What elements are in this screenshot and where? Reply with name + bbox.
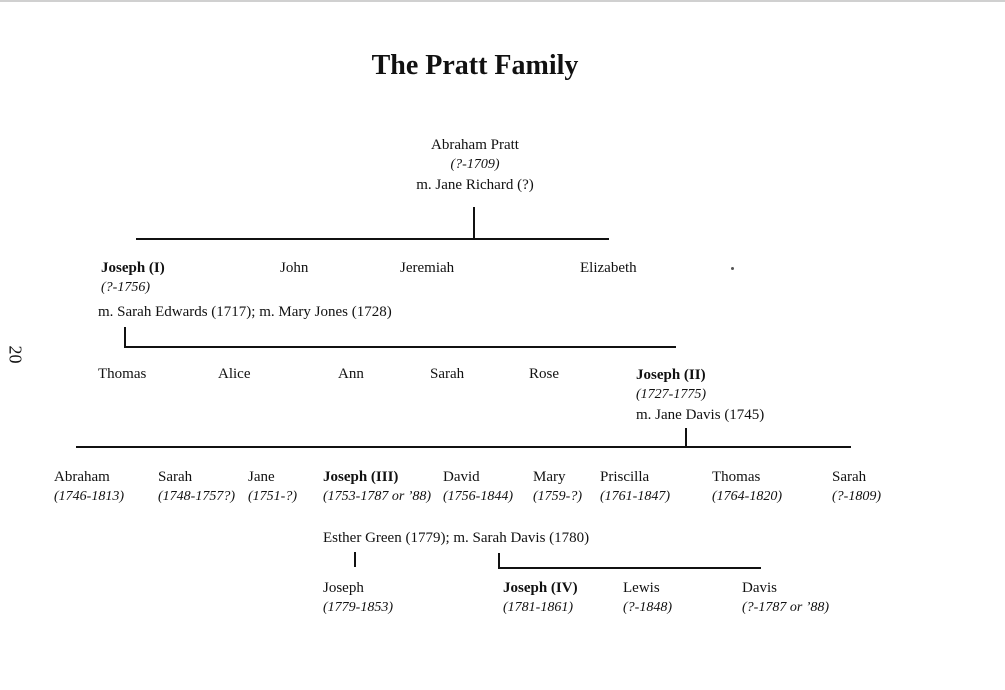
person-dates: (1753-1787 or ’88) <box>323 489 432 504</box>
person-dates: (1759-?) <box>533 489 582 504</box>
person-name: Joseph (II) <box>636 367 706 383</box>
node-gen5-davis <box>742 578 829 618</box>
person-name: Abraham <box>54 469 110 485</box>
node-gen2-jeremiah <box>400 258 454 278</box>
node-gen3-ann <box>338 364 364 384</box>
gen4-drop-line <box>685 428 687 448</box>
node-gen3-alice <box>218 364 250 384</box>
gen2-spouse-line: m. Sarah Edwards (1717); m. Mary Jones (1728) <box>98 304 392 320</box>
person-dates: (1761-1847) <box>600 489 670 504</box>
person-name: Joseph (IV) <box>503 580 578 596</box>
person-name: Mary <box>533 469 566 485</box>
person-dates: (1746-1813) <box>54 489 124 504</box>
node-gen2-elizabeth <box>580 258 637 278</box>
gen4-spouse-line: Esther Green (1779); m. Sarah Davis (1780) <box>323 530 590 546</box>
node-gen4-joseph-iii <box>323 467 431 507</box>
root-drop-line <box>473 207 475 240</box>
person-name: Ann <box>338 366 364 382</box>
person-dates: (?-1848) <box>623 600 672 615</box>
node-gen4-thomas <box>712 467 782 507</box>
person-name: Sarah <box>832 469 867 485</box>
page-number: 20 <box>5 345 26 364</box>
node-gen3-thomas <box>98 364 146 384</box>
person-name: Elizabeth <box>580 260 637 276</box>
node-gen4-sarah <box>158 467 235 507</box>
node-gen3-joseph-ii <box>636 365 764 425</box>
person-name: David <box>443 469 480 485</box>
person-dates: (1756-1844) <box>443 489 513 504</box>
person-name: Thomas <box>712 469 761 485</box>
person-name: Jeremiah <box>400 260 455 276</box>
person-dates: (1764-1820) <box>712 489 782 504</box>
person-name: Joseph <box>323 580 364 596</box>
node-gen2-john <box>280 258 308 278</box>
person-spouse: m. Jane Davis (1745) <box>636 407 765 423</box>
person-dates: (1751-?) <box>248 489 297 504</box>
gen2-sibling-line <box>136 238 609 240</box>
node-gen4-jane <box>248 467 297 507</box>
person-name: Thomas <box>98 366 147 382</box>
person-name: Abraham Pratt <box>431 137 519 153</box>
person-name: Alice <box>218 366 251 382</box>
gen4-sibling-line <box>76 446 851 448</box>
gen5-sibling-line <box>498 567 761 569</box>
gen3-drop-line <box>124 327 126 348</box>
person-spouse: m. Jane Richard (?) <box>416 177 534 193</box>
node-gen4-david <box>443 467 513 507</box>
node-gen4-mary <box>533 467 582 507</box>
person-dates: (1779-1853) <box>323 600 393 615</box>
person-name: Jane <box>248 469 275 485</box>
person-name: Lewis <box>623 580 660 596</box>
person-dates: (?-1756) <box>101 280 150 295</box>
stray-mark <box>731 267 734 270</box>
node-gen5-lewis <box>623 578 672 618</box>
person-dates: (1727-1775) <box>636 387 706 402</box>
gen5-drop-line-a <box>354 552 356 567</box>
person-dates: (1748-1757?) <box>158 489 235 504</box>
person-name: Sarah <box>430 366 465 382</box>
person-name: Davis <box>742 580 777 596</box>
gen3-sibling-line <box>124 346 676 348</box>
person-name: John <box>280 260 309 276</box>
node-gen5-joseph-iv <box>503 578 578 618</box>
person-name: Joseph (III) <box>323 469 399 485</box>
node-gen4-sarah-2 <box>832 467 881 507</box>
person-dates: (?-1787 or ’88) <box>742 600 830 615</box>
person-name: Priscilla <box>600 469 650 485</box>
node-gen3-rose <box>529 364 559 384</box>
top-border <box>0 0 1005 2</box>
person-name: Sarah <box>158 469 193 485</box>
page-title: The Pratt Family <box>371 50 579 81</box>
node-gen2-joseph-i <box>101 258 165 298</box>
person-dates: (1781-1861) <box>503 600 573 615</box>
node-gen3-sarah <box>430 364 464 384</box>
node-root <box>375 135 575 195</box>
node-gen5-joseph <box>323 578 393 618</box>
person-name: Rose <box>529 366 559 382</box>
person-dates: (?-1709) <box>450 157 500 172</box>
person-name: Joseph (I) <box>101 260 165 276</box>
node-gen4-abraham <box>54 467 124 507</box>
person-dates: (?-1809) <box>832 489 881 504</box>
node-gen4-priscilla <box>600 467 670 507</box>
